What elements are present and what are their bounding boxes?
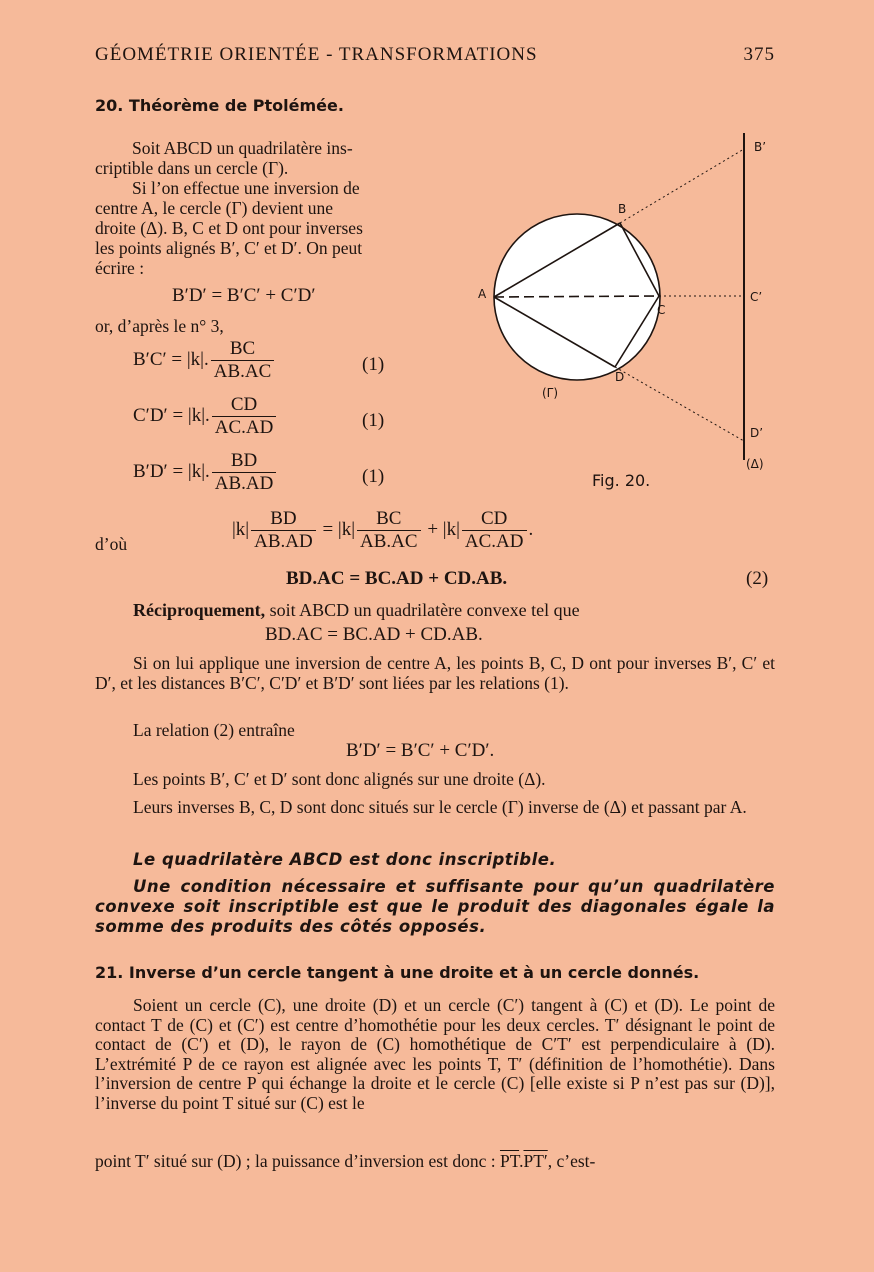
last-line-start: point T′ situé sur (D) ; la puissance d’inversion est donc : [95,1151,500,1171]
relation-cd [133,394,278,439]
reciproque-rest: soit ABCD un quadrilatère convexe tel que [269,600,580,620]
label-a: A [478,287,487,301]
relation-tag: (1) [362,354,385,375]
intro-line: Soit ABCD un quadrilatère ins- [132,138,353,158]
relation-tag: (1) [362,466,385,487]
reciproque-equation: BD.AC = BC.AD + CD.AB. [265,624,483,645]
ray-b-bprime [620,149,744,223]
label-d: D [615,370,625,384]
para-inversion: Si on lui applique une inversion de centre A, les points B, C, D ont pour inverses B′, C′ et D′, et les distances B′C′, C′D′ et B′D′ sont liées par les relations (1). [95,653,775,693]
vector-pt: $\overline{PT}$ [499,1151,520,1171]
relation-bd [133,450,278,495]
figure-20 [470,125,780,485]
reciproque-line [133,600,580,620]
fraction-numerator: CD [481,508,508,529]
section-21-heading: 21. Inverse d’un cercle tangent à une droite et à un cercle donnés. [95,963,700,982]
section-20-heading: 20. Théorème de Ptolémée. [95,96,344,115]
label-gamma: (Γ) [542,386,559,400]
dot: . [519,1151,524,1171]
ptolemy-tag: (2) [746,568,769,589]
relation-lhs: B′C′ = |k|. [133,348,209,370]
conclusion-theorem: Une condition nécessaire et suffisante pour qu’un quadrilatère convexe soit inscriptible est que le produit des diagonales égale la somme des produits des côtés opposés. [95,877,775,936]
header-title: GÉOMÉTRIE ORIENTÉE - TRANSFORMATIONS [95,44,538,65]
relation-lhs: B′D′ = |k|. [133,460,210,482]
period: . [528,518,534,540]
dou-text: d’où [95,534,128,554]
ray-d-dprime [615,367,744,441]
label-b-prime: B’ [754,140,767,154]
para-relation-equation: B′D′ = B′C′ + C′D′. [346,740,495,761]
label-b: B [618,202,627,216]
fraction-numerator: BC [229,338,256,359]
fraction-denominator: AB.AC [357,530,421,553]
intro-line: centre A, le cercle (Γ) devient une [95,198,333,218]
fraction [251,508,316,553]
para-relation: La relation (2) entraîne [133,720,295,740]
fraction-denominator: AB.AC [211,360,275,383]
intro-line: droite (Δ). B, C et D ont pour inverses [95,218,363,238]
combined-equation [232,508,533,553]
fraction [211,338,275,383]
fraction-numerator: BD [270,508,297,529]
running-header [95,44,775,66]
ptolemy-equation: BD.AC = BC.AD + CD.AB. [286,568,508,589]
k-abs: |k| [232,518,250,540]
vector-pt-prime: PT′ [523,1151,548,1171]
intro-line: Si l’on effectue une inversion de [132,178,360,198]
fraction-denominator: AC.AD [462,530,527,553]
figure-caption: Fig. 20. [592,471,651,490]
equals-sign: = [322,518,334,540]
label-d-prime: D’ [750,426,764,440]
relation-tag: (1) [362,410,385,431]
section-21-last-line [95,1152,775,1172]
fraction [212,450,277,495]
intro-line: les points alignés B′, C′ et D′. On peut [95,238,363,258]
page-number: 375 [743,44,775,65]
fraction-numerator: CD [230,394,258,415]
para-aligned: Les points B′, C′ et D′ sont donc alignés sur une droite (Δ). [133,769,546,789]
fraction-numerator: BC [376,508,402,529]
intro-line: criptible dans un cercle (Γ). [95,158,289,178]
k-abs: |k| [442,518,460,540]
or-text: or, d’après le n° 3, [95,316,224,336]
fraction [462,508,527,553]
last-line-end: , c’est- [547,1151,596,1171]
fraction-denominator: AB.AD [212,472,277,495]
para-inverses: Leurs inverses B, C, D sont donc situés sur le cercle (Γ) inverse de (Δ) et passant par A. [133,797,747,817]
plus-sign: + [427,518,439,540]
fraction-denominator: AB.AD [251,530,316,553]
fraction [212,394,277,439]
label-c-prime: C’ [750,290,763,304]
label-c: C [657,303,666,317]
section-20-intro [95,138,450,278]
fraction-numerator: BD [230,450,258,471]
conclusion-inscriptible: Le quadrilatère ABCD est donc inscriptible. [133,850,557,869]
fraction [357,508,421,553]
intro-line: écrire : [95,258,145,278]
relation-bc [133,338,276,383]
segment-ac-dashed [494,296,659,297]
fraction-denominator: AC.AD [212,416,277,439]
equation-main: B′D′ = B′C′ + C′D′ [172,285,316,306]
relation-lhs: C′D′ = |k|. [133,404,210,426]
reciproque-bold: Réciproquement, [133,600,266,620]
k-abs: |k| [337,518,356,540]
section-21-paragraph: Soient un cercle (C), une droite (D) et un cercle (C′) tangent à (C) et (D). Le point de contact T de (C) et (C′) est centre d’homothétie pour les deux cercles. T′ désignant le point de contact de (C′) et (D), le rayon de (C) homothétique de C′T′ est perpendiculaire à (D). L’extrémité P de ce rayon est alignée avec les points T, T′ (définition de l’homothétie). Dans l’inversion de centre P qui échange la droite et le cercle (C) [elle existe si P n’est pas sur (D)], l’inverse du point T situé sur (C) est le [95,995,775,1113]
label-delta: (Δ) [746,457,764,471]
